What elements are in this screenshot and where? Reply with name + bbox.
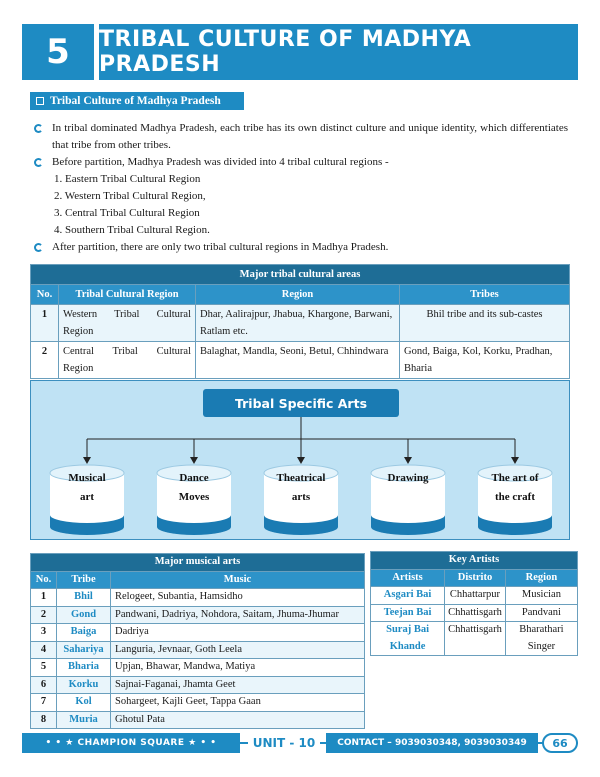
table-cell: Dadriya [111, 624, 365, 642]
section-heading [30, 92, 244, 110]
table-row [31, 641, 365, 659]
bullet-icon [34, 158, 43, 167]
table-cell: Central Tribal Cultural Region [59, 342, 196, 379]
bullet-paragraph [34, 239, 568, 256]
list-item: 3. Central Tribal Cultural Region [54, 207, 200, 219]
table-row [31, 342, 570, 379]
diagram-node-theatrical-arts: Theatrical arts [276, 472, 326, 503]
table-cell: 4 [31, 641, 57, 659]
bullet-paragraph [34, 120, 568, 154]
chapter-number: 5 [22, 24, 94, 80]
section-heading-text: Tribal Culture of Madhya Pradesh [50, 95, 221, 107]
table-header: Region [196, 285, 400, 305]
table-header: No. [31, 571, 57, 589]
bullet-paragraph [34, 154, 568, 171]
diagram-node-musical-art: Musical art [68, 472, 106, 503]
table-row [31, 606, 365, 624]
list-item: 2. Western Tribal Cultural Region, [54, 190, 206, 202]
table-row [31, 676, 365, 694]
table-row [31, 305, 570, 342]
table-cell: Dhar, Aalirajpur, Jhabua, Khargone, Barwani, Ratlam etc. [196, 305, 400, 342]
table-header: Artists [371, 569, 445, 587]
table-header: Music [111, 571, 365, 589]
table-row [31, 659, 365, 677]
list-item: 1. Eastern Tribal Cultural Region [54, 173, 201, 185]
table-header: Tribes [400, 285, 570, 305]
table-cell: Sajnai-Faganai, Jhamta Geet [111, 676, 365, 694]
table-cell: Bhil tribe and its sub-castes [400, 305, 570, 342]
page-number: 66 [542, 733, 578, 753]
table-cell: Western Tribal Cultural Region [59, 305, 196, 342]
table-cell: Korku [57, 676, 111, 694]
table-cell: Bharathari Singer [505, 622, 577, 656]
diagram-node-dance-moves: Dance Moves [178, 472, 210, 503]
diagram-node-craft: The art of the craft [491, 472, 539, 503]
table-cell: Relogeet, Subantia, Hamsidho [111, 589, 365, 607]
table-cell: Upjan, Bhawar, Mandwa, Matiya [111, 659, 365, 677]
body-text [34, 120, 568, 256]
bullet-icon [34, 243, 43, 252]
table-cell: Gond, Baiga, Kol, Korku, Pradhan, Bharia [400, 342, 570, 379]
table-cell: 2 [31, 606, 57, 624]
table-header: No. [31, 285, 59, 305]
table-cell: 1 [31, 305, 59, 342]
table-cell: Chhattisgarh [445, 622, 506, 656]
table-cell: Teejan Bai [371, 604, 445, 622]
checkbox-icon [36, 97, 44, 105]
table-cell: 2 [31, 342, 59, 379]
musical-arts-table [30, 553, 365, 729]
table-cell: Pandwani, Dadriya, Nohdora, Saitam, Jhuma-Jhumar [111, 606, 365, 624]
table-header: Region [505, 569, 577, 587]
footer-brand: • • ★ CHAMPION SQUARE ★ • • [22, 733, 240, 753]
table-cell: Bharia [57, 659, 111, 677]
table-row [31, 589, 365, 607]
table-cell: Pandvani [505, 604, 577, 622]
table-row [31, 711, 365, 729]
table-cell: 8 [31, 711, 57, 729]
chapter-header [22, 24, 578, 80]
table-cell: Baiga [57, 624, 111, 642]
table-cell: Sohargeet, Kajli Geet, Tappa Gaan [111, 694, 365, 712]
table-cell: Sahariya [57, 641, 111, 659]
diagram-title: Tribal Specific Arts [203, 389, 399, 417]
table-cell: Balaghat, Mandla, Seoni, Betul, Chhindwara [196, 342, 400, 379]
table-cell: Ghotul Pata [111, 711, 365, 729]
table-cell: Gond [57, 606, 111, 624]
table-cell: Asgari Bai [371, 587, 445, 605]
table-caption: Major musical arts [31, 554, 365, 572]
chapter-title: TRIBAL CULTURE OF MADHYA PRADESH [99, 24, 578, 80]
table-cell: Muria [57, 711, 111, 729]
paragraph-text: After partition, there are only two tribal cultural regions in Madhya Pradesh. [52, 241, 389, 253]
table-cell: Chhattarpur [445, 587, 506, 605]
footer-contact: CONTACT – 9039030348, 9039030349 [326, 733, 538, 753]
table-cell: Kol [57, 694, 111, 712]
list-item: 4. Southern Tribal Cultural Region. [54, 224, 210, 236]
arts-diagram [30, 380, 570, 540]
table-cell: Suraj Bai Khande [371, 622, 445, 656]
paragraph-text: In tribal dominated Madhya Pradesh, each tribe has its own distinct culture and unique identity, which differentiates that tribe from other tribes. [52, 122, 568, 151]
table-header: Tribe [57, 571, 111, 589]
table-row [371, 587, 578, 605]
table-row [31, 694, 365, 712]
table-cell: 6 [31, 676, 57, 694]
bullet-icon [34, 124, 43, 133]
table-cell: 7 [31, 694, 57, 712]
table-caption: Major tribal cultural areas [31, 265, 570, 285]
key-artists-table [370, 551, 578, 656]
paragraph-text: Before partition, Madhya Pradesh was divided into 4 tribal cultural regions - [52, 156, 389, 168]
table-cell: 3 [31, 624, 57, 642]
table-header: Distrito [445, 569, 506, 587]
page-footer [22, 733, 578, 753]
table-cell: 5 [31, 659, 57, 677]
table-cell: 1 [31, 589, 57, 607]
table-row [31, 624, 365, 642]
tribal-areas-table [30, 264, 570, 379]
table-row [371, 604, 578, 622]
table-cell: Musician [505, 587, 577, 605]
table-caption: Key Artists [371, 552, 578, 570]
table-row [371, 622, 578, 656]
table-header: Tribal Cultural Region [59, 285, 196, 305]
table-cell: Chhattisgarh [445, 604, 506, 622]
table-cell: Languria, Jevnaar, Goth Leela [111, 641, 365, 659]
table-cell: Bhil [57, 589, 111, 607]
diagram-node-drawing: Drawing [387, 472, 429, 484]
footer-unit: UNIT - 10 [248, 733, 320, 753]
